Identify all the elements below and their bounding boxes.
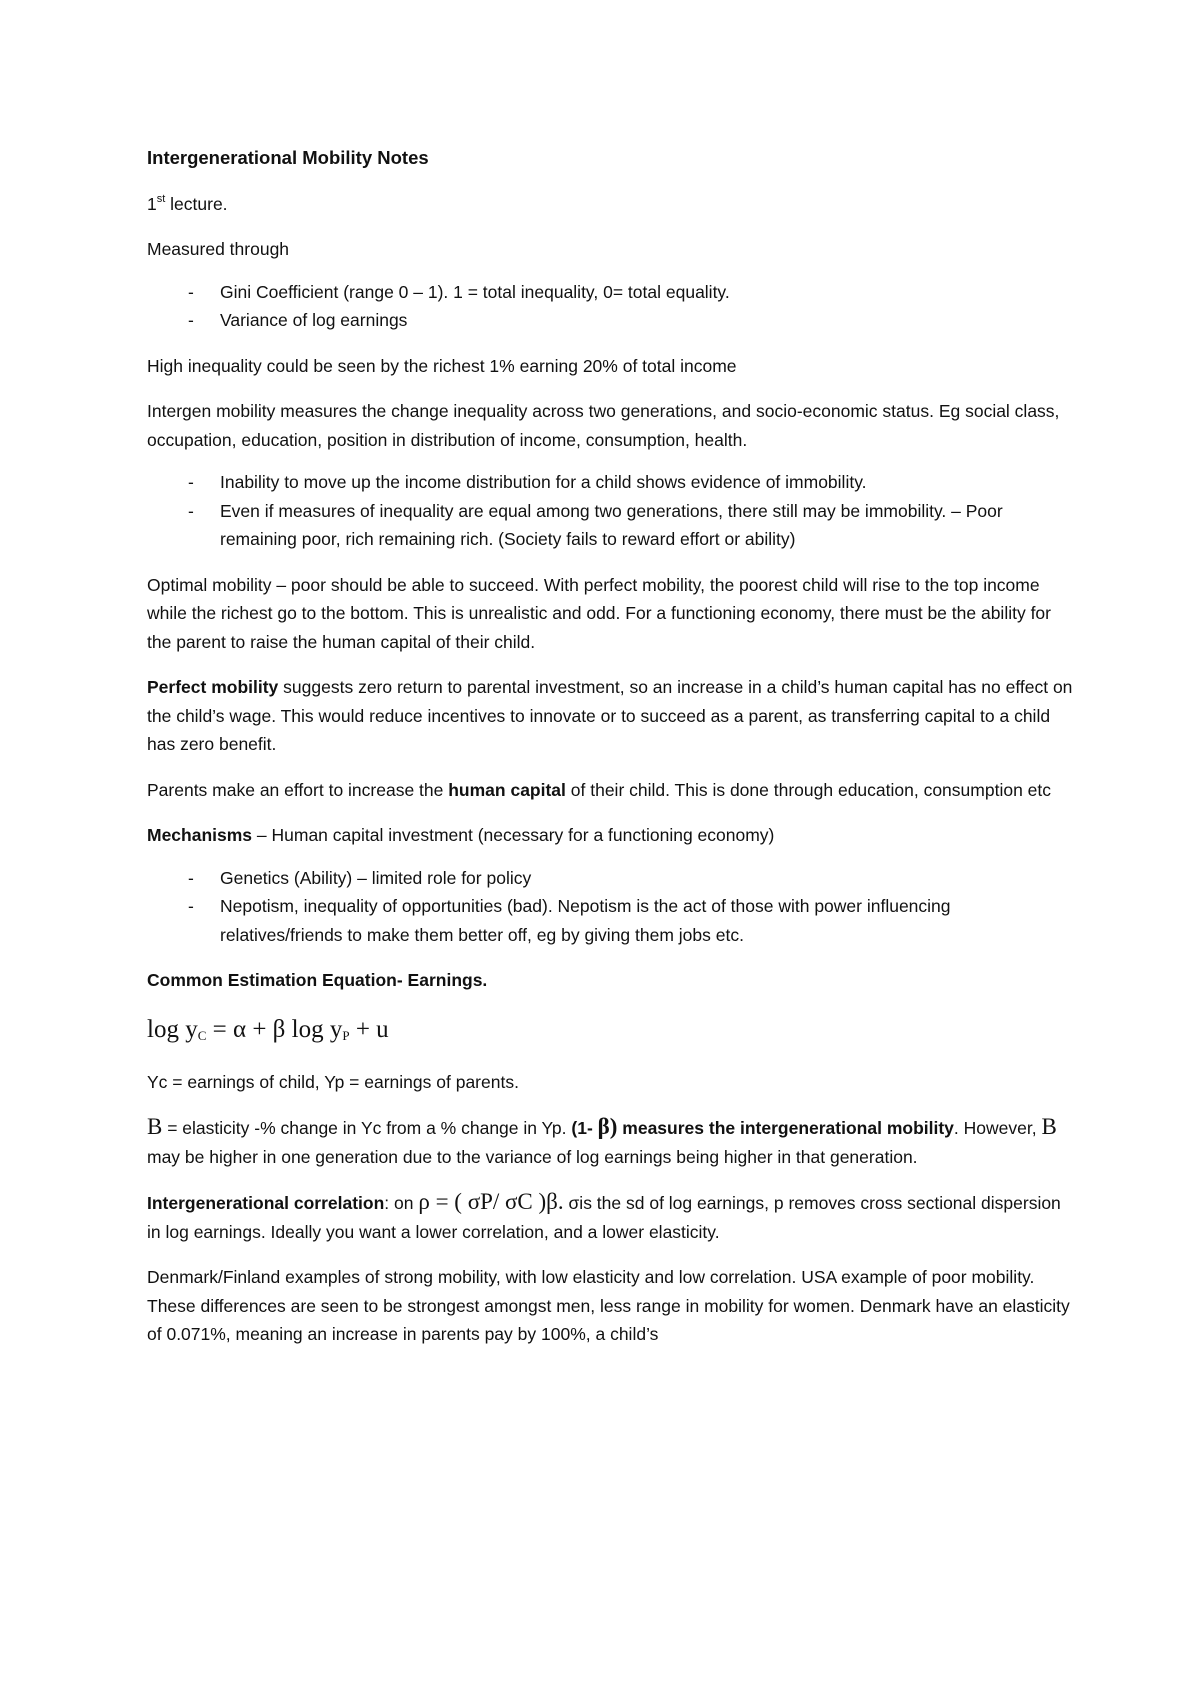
denmark-paragraph: Denmark/Finland examples of strong mobility, with low elasticity and low correlation. USA example of poor mobility. These differences are seen to be strongest amongst men, less range in mobility for women. Denmark have an elasticity of 0.071%, meaning an increase in parents pay by 100%, a child’s bbox=[147, 1267, 1070, 1344]
elasticity-paragraph: B = elasticity -% change in Yc from a % change in Yp. (1- β) measures the intergenerational mobility. However, B may be higher in one generation due to the variance of log earnings being higher in that generation. bbox=[147, 1114, 1057, 1167]
optimal-mobility-paragraph: Optimal mobility – poor should be able to succeed. With perfect mobility, the poorest child will rise to the top income while the richest go to the bottom. This is unrealistic and odd. For a functioning economy, there must be the ability for the parent to raise the human capital of their child. bbox=[147, 574, 1051, 652]
list-item: - Nepotism, inequality of opportunities (bad). Nepotism is the act of those with power influencing relatives/friends to make them better off, eg by giving them jobs etc. bbox=[147, 892, 1077, 949]
list-item: - Genetics (Ability) – limited role for policy bbox=[147, 864, 1077, 893]
high-inequality-paragraph: High inequality could be seen by the richest 1% earning 20% of total income bbox=[147, 355, 737, 376]
measured-through-text: Measured through bbox=[147, 239, 290, 259]
earnings-definition: Yc = earnings of child, Yp = earnings of parents. bbox=[147, 1071, 519, 1092]
lecture-label: 1st lecture. bbox=[147, 192, 228, 214]
perfect-mobility-paragraph: Perfect mobility suggests zero return to parental investment, so an increase in a child’s human capital has no effect on the child’s wage. This would reduce incentives to innovate or to succeed as a parent, as transferring capital to a child has zero benefit. bbox=[147, 677, 1073, 754]
document-page bbox=[147, 144, 1077, 1366]
list-item: - Variance of log earnings bbox=[147, 306, 1077, 335]
estimation-heading: Common Estimation Equation- Earnings. bbox=[147, 970, 488, 990]
mechanisms-paragraph: Mechanisms – Human capital investment (necessary for a functioning economy) bbox=[147, 825, 775, 845]
correlation-paragraph: Intergenerational correlation: on ρ = ( σP/ σC )β. σis the sd of log earnings, p removes cross sectional dispersion in log earnings. Ideally you want a lower correlation, and a lower elasticity. bbox=[147, 1189, 1061, 1242]
document-title: Intergenerational Mobility Notes bbox=[147, 147, 429, 168]
list-item: - Inability to move up the income distribution for a child shows evidence of immobility. bbox=[147, 468, 1077, 497]
estimation-equation: $\log y_C = \alpha + \beta$ $\log y_P + u$ bbox=[147, 1015, 389, 1043]
list-item: - Even if measures of inequality are equal among two generations, there still may be immobility. – Poor remaining poor, rich remaining rich. (Society fails to reward effort or ability) bbox=[147, 497, 1077, 554]
mechanism-list bbox=[147, 864, 1077, 950]
immobility-list bbox=[147, 468, 1077, 554]
measure-list bbox=[147, 278, 1077, 335]
parents-paragraph: Parents make an effort to increase the human capital of their child. This is done through education, consumption etc bbox=[147, 779, 1052, 800]
list-item: - Gini Coefficient (range 0 – 1). 1 = total inequality, 0= total equality. bbox=[147, 278, 1077, 307]
intergen-paragraph: Intergen mobility measures the change inequality across two generations, and socio-economic status. Eg social class, occupation, education, position in distribution of income, consumption, health. bbox=[147, 401, 1060, 450]
